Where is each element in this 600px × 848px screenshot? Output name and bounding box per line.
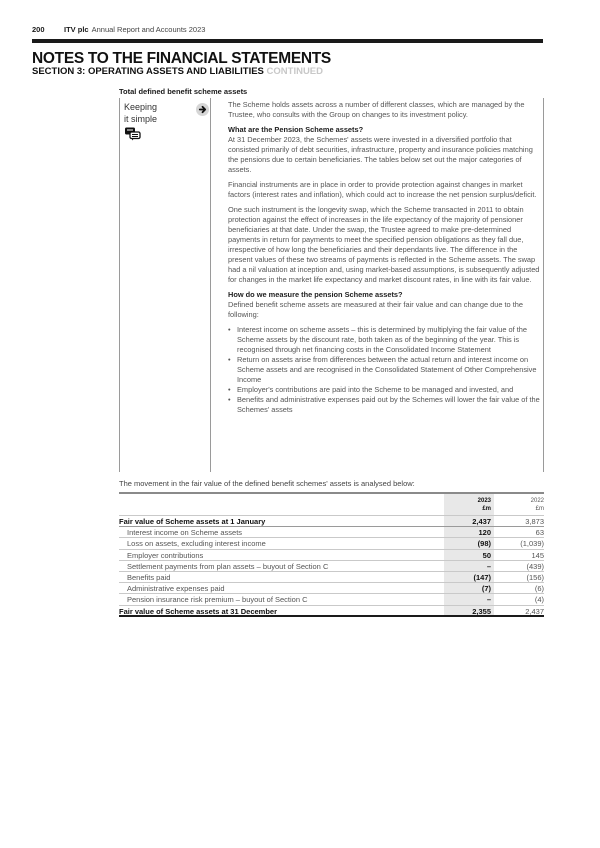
value-2022: 3,873	[525, 517, 544, 526]
table-body	[119, 516, 544, 617]
kis-divider	[210, 98, 211, 472]
value-2023: 120	[444, 527, 494, 537]
page-number: 200	[32, 25, 45, 34]
row-label: Benefits paid	[127, 572, 171, 582]
row-label: Settlement payments from plan assets – buyout of Section C	[127, 561, 329, 571]
value-2022: 63	[535, 528, 544, 538]
table-row	[119, 527, 544, 538]
page-title: NOTES TO THE FINANCIAL STATEMENTS	[32, 50, 331, 67]
question-heading: How do we measure the pension Scheme assets?	[228, 290, 403, 299]
value-2022: 2,437	[525, 606, 544, 616]
table-intro: The movement in the fair value of the defined benefit schemes' assets is analysed below:	[119, 479, 415, 488]
arrow-right-icon	[196, 103, 209, 116]
header-rule	[32, 39, 543, 43]
paragraph-longevity-swap: One such instrument is the longevity swap, which the Scheme transacted in 2011 to obtain protection against the effect of increases in the life expectancy of the majority of pensioner beneficiaries at that date. Under the swap, the Trustee agreed to make pre-determined payments in return for payments to meet the specified pension obligations as they fall due, irrespective of how long the beneficiaries and their dependants live. The difference in the present values of these two streams of payments is reflected in the Scheme assets. The swap had a nil valuation at inception and, using market-based assumptions, is subsequently adjusted for changes in the market life expectancy and market discount rates, in line with its fair value.	[228, 205, 540, 284]
value-2023: (7)	[444, 583, 494, 593]
continued-label: CONTINUED	[266, 66, 324, 77]
row-label: Administrative expenses paid	[127, 584, 225, 594]
assets-movement-table	[119, 492, 544, 617]
bullet-list	[228, 325, 540, 415]
kis-label-line2: it simple	[124, 113, 158, 124]
row-label: Fair value of Scheme assets at 31 December	[119, 606, 277, 616]
page-header	[32, 25, 205, 34]
company-name: ITV plc	[64, 25, 89, 34]
table-row	[119, 516, 544, 527]
value-2023: 2,355	[444, 606, 494, 615]
paragraph-measure: Defined benefit scheme assets are measured at their fair value and can change due to the following:	[228, 300, 523, 319]
section-title	[32, 66, 323, 77]
row-label: Interest income on Scheme assets	[127, 528, 243, 538]
value-2023: 2,437	[444, 516, 494, 526]
question-heading: What are the Pension Scheme assets?	[228, 125, 364, 134]
row-label: Fair value of Scheme assets at 1 January	[119, 517, 266, 526]
table-row	[119, 550, 544, 561]
value-2022: (6)	[534, 584, 544, 594]
value-2023: 50	[444, 550, 494, 560]
table-row	[119, 606, 544, 617]
bullet-item: • Return on assets arise from differences between the actual return and interest income on Scheme assets and are recognised in the Consolidated Statement of Other Comprehensive Income	[228, 355, 540, 385]
value-2022: (439)	[526, 561, 544, 571]
value-2023: (147)	[444, 572, 494, 582]
keeping-it-simple-box	[119, 98, 544, 472]
table-row	[119, 594, 544, 605]
keeping-it-simple-label	[124, 102, 157, 125]
bullet-item: • Interest income on scheme assets – this is determined by multiplying the fair value of the Scheme assets by the discount rate, both taken as of the beginning of the year. This is recognised through net financing costs in the Consolidated Income Statement	[228, 325, 540, 355]
value-2023: –	[444, 561, 494, 571]
value-2022: (1,039)	[520, 539, 544, 549]
bullet-item: • Employer's contributions are paid into the Scheme to be managed and invested, and	[228, 385, 540, 395]
paragraph-assets: At 31 December 2023, the Schemes' assets were invested in a diversified portfolio that consisted primarily of debt securities, infrastructure, property and insurance policies matching the pensions due to certain beneficiaries. The tables below set out the major categories of assets.	[228, 135, 533, 174]
value-2022: 145	[531, 550, 544, 560]
table-header-row	[119, 494, 544, 516]
bullet-item: • Benefits and administrative expenses paid out by the Schemes will lower the fair value of the Schemes' assets	[228, 395, 540, 415]
row-label: Pension insurance risk premium – buyout of Section C	[127, 595, 308, 605]
value-2023: (98)	[444, 538, 494, 548]
chat-bubbles-icon	[124, 127, 142, 141]
paragraph-financial-instruments: Financial instruments are in place in order to provide protection against changes in market factors (interest rates and inflation), which could act to increase the net pension surplus/deficit.	[228, 180, 537, 199]
row-label: Loss on assets, excluding interest income	[127, 539, 266, 549]
value-2023: –	[444, 594, 494, 604]
report-name: Annual Report and Accounts 2023	[91, 25, 206, 34]
column-header-2023: 2023 £m	[444, 494, 494, 515]
table-row	[119, 583, 544, 594]
row-label: Employer contributions	[127, 550, 204, 560]
kis-content	[228, 100, 540, 415]
value-2022: (156)	[526, 572, 544, 582]
section-title-text: SECTION 3: OPERATING ASSETS AND LIABILITIES	[32, 66, 264, 77]
kis-label-line1: Keeping	[124, 102, 158, 112]
box-heading: Total defined benefit scheme assets	[119, 87, 248, 96]
paragraph-intro: The Scheme holds assets across a number of different classes, which are managed by the Trustee, who consults with the Group on changes to its investment policy.	[228, 100, 525, 119]
table-row	[119, 561, 544, 572]
table-row	[119, 538, 544, 549]
value-2022: (4)	[534, 595, 544, 605]
table-row	[119, 572, 544, 583]
column-header-2022: 2022 £m	[530, 498, 544, 512]
